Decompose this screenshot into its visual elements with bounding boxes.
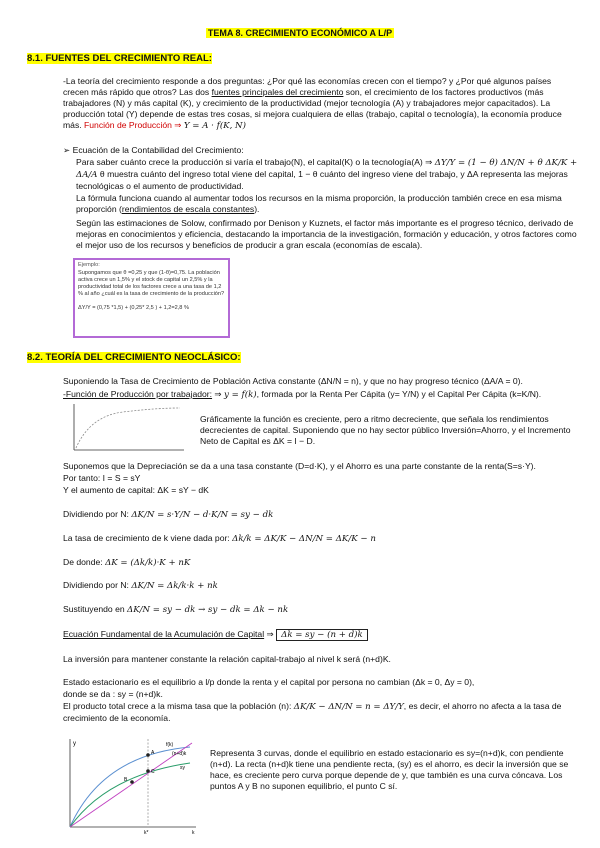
label-a: A bbox=[151, 750, 155, 756]
section-heading-1: 8.1. FUENTES DEL CRECIMIENTO REAL: bbox=[27, 53, 212, 64]
s2-line-15: El producto total crece a la misma tasa que la población (n): ΔK/K − ΔN/N = n = ΔY/Y, es decir, el ahorro no afecta a la tasa de crecimiento de la economía. bbox=[63, 701, 562, 723]
page-title: TEMA 8. CRECIMIENTO ECONÓMICO A L/P bbox=[207, 28, 393, 38]
label-b: B bbox=[124, 777, 128, 783]
s2-line-4: Por tanto: I = S = sY bbox=[63, 473, 141, 483]
label-c: C bbox=[151, 769, 155, 775]
s2-line-10: Sustituyendo en ΔK/N = sy − dk → sy − dk = Δk − nk bbox=[63, 604, 289, 615]
solow-text: Según las estimaciones de Solow, confirmado por Denison y Kuznets, el factor más importante es el progreso técnico, derivado de mejoras en conocimientos y eficiencia, destacando la importancia de la investigación, formación y educación, y otros factores como el mejor uso de los recursos y beneficios de producir a gran escala (economías de escala). bbox=[76, 218, 577, 250]
steady-state-graph bbox=[62, 735, 202, 835]
s2-line-1: Suponiendo la Tasa de Crecimiento de Población Activa constante (ΔN/N = n), y que no hay progreso técnico (ΔA/A = 0). bbox=[63, 376, 523, 386]
bullet-growth-accounting: ➢ Ecuación de la Contabilidad del Crecimiento: bbox=[63, 145, 244, 155]
section-heading-2: 8.2. TEORÍA DEL CRECIMIENTO NEOCLÁSICO: bbox=[27, 352, 241, 363]
s2-line-12: La inversión para mantener constante la relación capital-trabajo al nivel k será (n+d)K. bbox=[63, 654, 391, 664]
label-fk: f(k) bbox=[166, 742, 174, 748]
graph-description: Gráficamente la función es creciente, pero a ritmo decreciente, que señala los rendimientos decrecientes de capital. Suponiendo que no hay sector público Inversión=Ahorro, y el Incremento Neto de Capital es ΔK = I − D. bbox=[200, 414, 571, 446]
production-function-graph bbox=[68, 402, 188, 454]
s2-line-5: Y el aumento de capital: ΔK = sY − dK bbox=[63, 485, 209, 495]
example-text: Supongamos que θ =0,25 y que (1-θ)=0,75. La población activa crece un 1,5% y el stock de capital un 2,5% y la productividad total de los factores crece a una tasa de 1,2 % al año ¿cuál es la tasa de crecimiento de la producción? bbox=[78, 270, 225, 297]
production-curve bbox=[76, 408, 180, 448]
s2-line-6: Dividiendo por N: ΔK/N = s·Y/N − d·K/N = sy − dk bbox=[63, 509, 274, 520]
example-answer: ΔY/Y = (0,75 *1,5) + (0,25* 2,5 ) + 1,2=2,8 % bbox=[78, 305, 189, 311]
label-nd: (n+d)k bbox=[172, 751, 187, 757]
label-kstar: k* bbox=[144, 830, 149, 835]
s2-line-2: -Función de Producción por trabajador: ⇒ y = f(k), formada por la Renta Per Cápita (y= Y/N) y el Capital Per Cápita (k=K/N). bbox=[63, 389, 542, 400]
s2-line-7: La tasa de crecimiento de k viene dada por: Δk/k = ΔK/K − ΔN/N = ΔK/K − n bbox=[63, 533, 376, 544]
constant-returns-text: La fórmula funciona cuando al aumentar todos los recursos en la misma proporción, la producción también crece en esa misma proporción (rendimientos de escala constantes). bbox=[76, 193, 562, 214]
example-box bbox=[73, 258, 230, 338]
s2-line-13: Estado estacionario es el equilibrio a l/p donde la renta y el capital por persona no cambian (Δk = 0, Δy = 0), bbox=[63, 677, 475, 687]
growth-equation: ΔY/Y = (1 − θ) ΔN/N + θ ΔK/K + ΔA/A bbox=[76, 158, 578, 180]
point-c bbox=[146, 769, 150, 773]
sy-curve bbox=[70, 763, 190, 827]
label-sy: sy bbox=[180, 765, 185, 771]
example-label: Ejemplo: bbox=[78, 262, 100, 268]
s2-line-3: Suponemos que la Depreciación se da a una tasa constante (D=d·K), y el Ahorro es una parte constante de la renta(S=s·Y). bbox=[63, 461, 536, 471]
s2-line-14: donde se da : sy = (n+d)k. bbox=[63, 689, 163, 699]
steady-state-description: Representa 3 curvas, donde el equilibrio en estado estacionario es sy=(n+d)k, con pendiente (n+d). La recta (n+d)k tiene una pendiente recta, (sy) es el ahorro, es decir la inversión que se hace, es creciente pero curva porque depende de y, que también es una curva cóncava. Los puntos A y B no suponen equilibrio, el punto C sí. bbox=[210, 748, 569, 791]
point-a bbox=[146, 753, 150, 757]
growth-accounting-text: Para saber cuánto crece la producción si varía el trabajo(N), el capital(K) o la tecnología(A) ⇒ ΔY/Y = (1 − θ) ΔN/N + θ ΔK/K + ΔA/A θ muestra cuánto del ingreso total viene del capital, 1 − θ cuánto del ingreso viene del trabajo, y ΔA representa las mejoras tecnológicas o el aumento de productividad. bbox=[76, 157, 578, 191]
intro-paragraph: -La teoría del crecimiento responde a dos preguntas: ¿Por qué las economías crecen con el tiempo? y ¿Por qué algunos países crecen más rápido que otros? Las dos fuentes principales del crecimiento son, el crecimiento de los factores productivos (más trabajadores (N) y más capital (K), y crecimiento de la productividad (mejor tecnología (A) y trabajadores mejor capacitados). La producción total (Y) depende de estas tres cosas, si mejora cualquiera de ellas (trabajo, capital o tecnología), la economía produce más. Función de Producción ⇒ Y = A · f(K, N) bbox=[63, 76, 562, 131]
s2-line-8: De donde: ΔK = (Δk/k)·K + nK bbox=[63, 557, 191, 568]
label-k: k bbox=[192, 830, 195, 835]
fundamental-equation: Ecuación Fundamental de la Acumulación de Capital ⇒ Δk = sy − (n + d)k bbox=[63, 629, 578, 641]
fundamental-equation-box: Δk = sy − (n + d)k bbox=[276, 629, 368, 641]
label-y: y bbox=[73, 741, 76, 747]
point-b bbox=[130, 780, 134, 784]
s2-line-9: Dividiendo por N: ΔK/N = Δk/k·k + nk bbox=[63, 580, 218, 591]
